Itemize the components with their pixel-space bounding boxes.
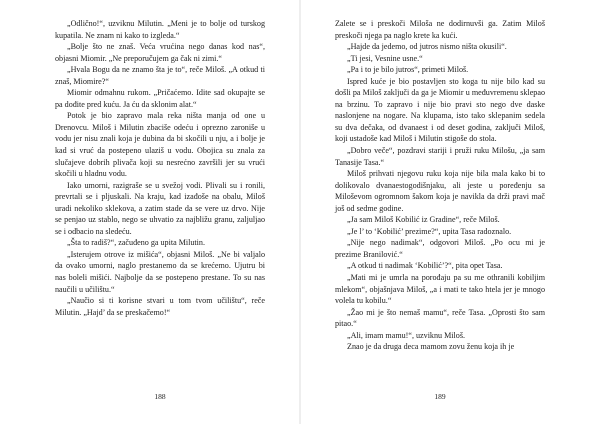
paragraph: „Ti jesi, Vesnine usne.“	[347, 53, 423, 63]
paragraph: „Odlično!“, uzviknu Milutin. „Meni je to bolje od turskog kupatila. Ne znam ni kako to izgleda.“	[55, 19, 265, 40]
paragraph: „Nije nego nadimak“, odgovori Miloš. „Po ocu mi je prezime Branilović.“	[335, 238, 545, 259]
left-page-text	[55, 18, 265, 318]
paragraph: „Isterujem otrove iz mišića“, objasni Miloš. „Ne bi valjalo da ovako umorni, naglo prestanemo da se krećemo. Ujutru bi nas boleli mišići. Najbolje da se postepeno prestane. To su nas naučili u učilištu.“	[55, 249, 265, 294]
paragraph: Ispred kuće je bio postavljen sto koga tu nije bilo kad su došli pa Miloš zaključi da ga je Miomir u međuvremenu sklepao na brzinu. To zapravo i nije bio pravi sto nego dve daske naslonjene na nogare. Na klupama, isto tako sklepanim sedela su dva dečaka, od dvanaest i od deset godina, zaključi Miloš, koji ustadoše kad Miloš i Milutin stigoše do stola.	[335, 76, 545, 144]
paragraph: „Ja sam Miloš Kobilić iz Gradine“, reče Miloš.	[347, 215, 500, 225]
paragraph: Iako umorni, razigraše se u svežoj vodi. Plivali su i ronili, prevrtali se i pljuskali. Na kraju, kad izađoše na obalu, Miloš uradi nekoliko sklekova, a zatim stade da se vere uz drvo. Nije se penjao uz stablo, nego se uhvatio za najbližu granu, zaljuljao se i odbacio na sledeću.	[55, 180, 265, 236]
paragraph: „Hajde da jedemo, od jutros nismo ništa okusili“.	[347, 42, 507, 52]
paragraph: Zalete se i preskoči Miloša ne dodirnuvši ga. Zatim Miloš preskoči njega pa naglo krete ka kući.	[335, 19, 545, 40]
paragraph: „A otkud ti nadimak ‘Kobilić’?“, pita opet Tasa.	[347, 261, 503, 271]
paragraph: „Ali, imam mamu!“, uzviknu Miloš.	[347, 330, 466, 340]
paragraph: Miomir odmahnu rukom. „Pričaćemo. Idite sad okupajte se pa dođite pred kuću. Ja ću da sklonim alat.“	[55, 88, 265, 109]
paragraph: „Bolje što ne znaš. Veća vrućina nego danas kod nas“, objasni Miomir. „Ne preporučujem ga čak ni zimi.“	[55, 42, 265, 63]
paragraph: Znao je da druga deca mamom zovu ženu koja ih je	[347, 342, 515, 352]
right-page	[300, 0, 600, 424]
paragraph: Miloš prihvati njegovu ruku koja nije bila mala kako bi to dolikovalo dvanaestogodišnjaku, ali jeste u poređenju sa Miloševom ogromnom šakom koja je navikla da drži pravi mač još od sedme godine.	[335, 169, 545, 213]
paragraph: „Mati mi je umrla na porođaju pa su me othranili kobiljim mlekom“, objašnjava Miloš, „a i mati te tako htela jer je mnogo volela tu kobilu.“	[335, 273, 545, 306]
paragraph: „Hvala Bogu da ne znamo šta je to“, reče Miloš. „A otkud ti znaš, Miomire?“	[55, 65, 265, 86]
paragraph: „Dobro veče“, pozdravi stariji i pruži ruku Milošu, „ja sam Tanasije Tasa.“	[335, 146, 545, 167]
paragraph: „Žao mi je što nemaš mamu“, reče Tasa. „Oprosti što sam pitao.“	[335, 307, 545, 329]
page-number: 189	[434, 392, 446, 401]
paragraph: „Naučio si ti korisne stvari u tom tvom učilištu“, reče Milutin. „Hajd’ da se preskačemo!“	[55, 296, 265, 317]
paragraph: „Šta to radiš?“, začuđeno ga upita Milutin.	[67, 238, 206, 248]
paragraph: „Je l’ to ‘Kobilić’ prezime?“, upita Tasa radoznalo.	[347, 226, 512, 236]
right-page-text	[335, 18, 545, 353]
paragraph: Potok je bio zapravo mala reka ništa manja od one u Drenovcu. Miloš i Milutin zbaciše odeću i oprezno zaroniše u vodu jer nisu znali koja je dubina da bi skočili u nju, a i bolje je kad si vruć da postepeno ulaziš u vodu. Obojica su znala za slučajeve dobrih plivača koji su nesrećno završili jer su vrući skočili u hladnu vodu.	[55, 111, 265, 179]
page-number: 188	[154, 392, 166, 401]
paragraph: „Pa i to je bilo jutros“, primeti Miloš.	[347, 65, 469, 75]
